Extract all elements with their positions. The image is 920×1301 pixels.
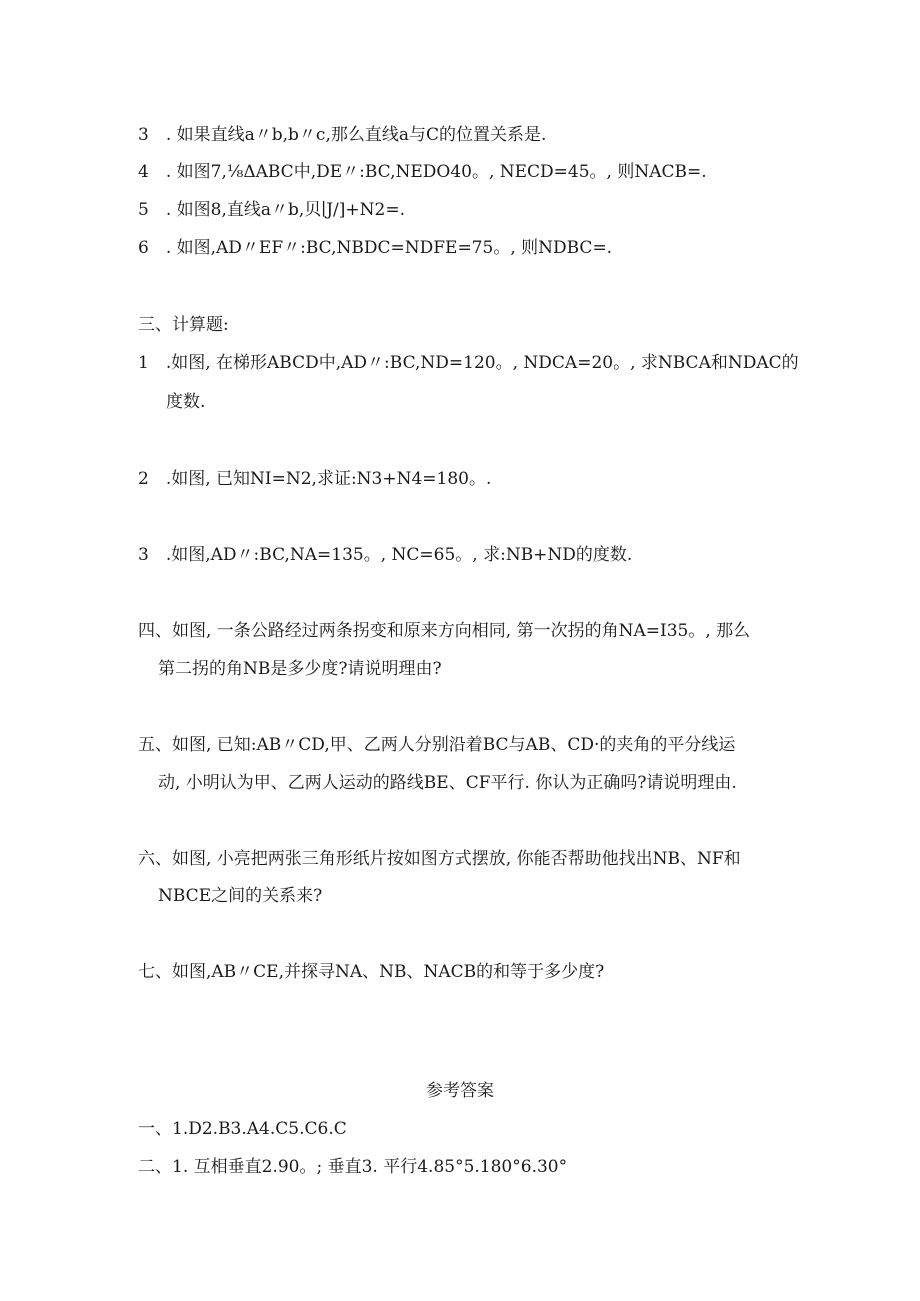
section6-line1: 六、如图, 小亮把两张三角形纸片按如图方式摆放, 你能否帮助他找出NB、NF和 [138, 849, 741, 869]
fill-blank-3: 3 . 如果直线a〃b,b〃c,那么直线a与C的位置关系是. [138, 125, 547, 145]
section4-line2: 第二拐的角NB是多少度?请说明理由? [158, 659, 442, 679]
section7-line1: 七、如图,AB〃CE,并探寻NA、NB、NACB的和等于多少度? [138, 962, 605, 982]
section5-line1: 五、如图, 已知:AB〃CD,甲、乙两人分别沿着BC与AB、CD·的夹角的平分线运 [138, 735, 736, 755]
answers-title: 参考答案 [426, 1081, 494, 1101]
section3-title: 三、计算题: [138, 315, 229, 335]
calc-q1-line2: 度数. [166, 392, 206, 412]
calc-q2: 2 .如图, 已知NI=N2,求证:N3+N4=180。. [138, 469, 492, 489]
fill-blank-6: 6 . 如图,AD〃EF〃:BC,NBDC=NDFE=75。, 则NDBC=. [138, 238, 613, 258]
section6-line2: NBCE之间的关系来? [158, 886, 323, 906]
section5-line2: 动, 小明认为甲、乙两人运动的路线BE、CF平行. 你认为正确吗?请说明理由. [158, 773, 737, 793]
calc-q1-line1: 1 .如图, 在梯形ABCD中,AD〃:BC,ND=120。, NDCA=20。, 求NBCA和NDAC的 [138, 353, 799, 373]
answers-line1: 一、1.D2.B3.A4.C5.C6.C [138, 1119, 347, 1139]
fill-blank-5: 5 . 如图8,直线a〃b,贝∣J∕]+N2=. [138, 200, 405, 220]
section4-line1: 四、如图, 一条公路经过两条拐变和原来方向相同, 第一次拐的角NA=I35。, 那么 [138, 621, 751, 641]
fill-blank-4: 4 . 如图7,⅛ΔABC中,DE〃:BC,NEDO40。, NECD=45。, 则NACB=. [138, 162, 707, 182]
answers-line2: 二、1. 互相垂直2.90。; 垂直3. 平行4.85°5.180°6.30° [138, 1157, 568, 1177]
calc-q3: 3 .如图,AD〃:BC,NA=135。, NC=65。, 求:NB+ND的度数. [138, 545, 633, 565]
